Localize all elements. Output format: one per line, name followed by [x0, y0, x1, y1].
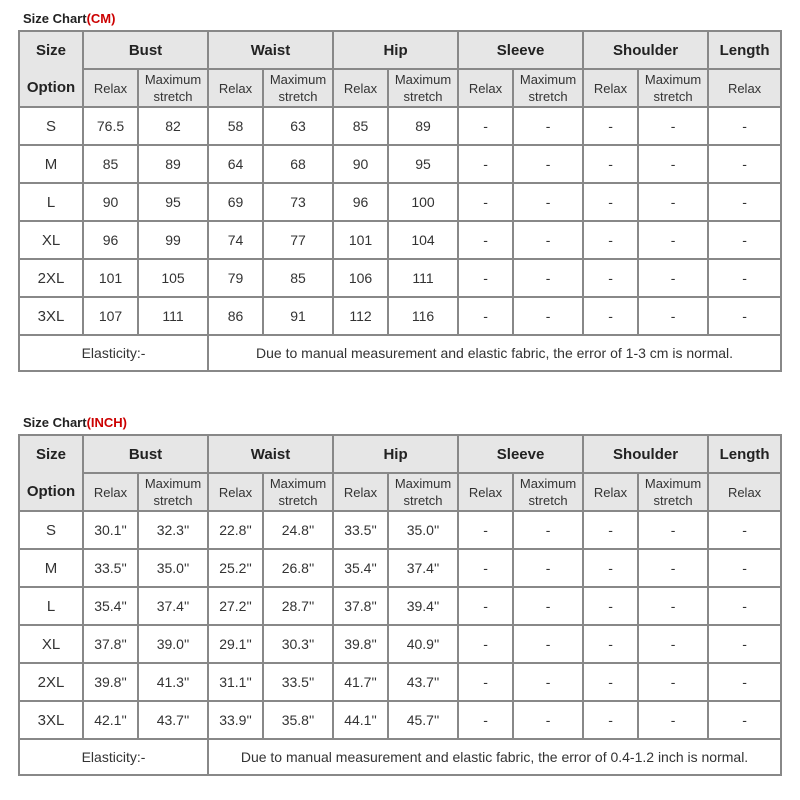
- size-chart-section: [18, 412, 780, 776]
- sleeve-header: Sleeve: [458, 31, 583, 69]
- value-cell: 33.5'': [333, 511, 388, 549]
- value-cell: -: [708, 587, 781, 625]
- max-label: Maximum: [269, 476, 327, 491]
- value-cell: -: [583, 107, 638, 145]
- value-cell: -: [638, 259, 708, 297]
- value-cell: 116: [388, 297, 458, 335]
- value-cell: 40.9'': [388, 625, 458, 663]
- value-cell: 39.8'': [83, 663, 138, 701]
- value-cell: 85: [263, 259, 333, 297]
- size-cell: S: [19, 511, 83, 549]
- max-stretch-subheader: [138, 473, 208, 511]
- value-cell: 112: [333, 297, 388, 335]
- relax-subheader: Relax: [708, 69, 781, 107]
- value-cell: 105: [138, 259, 208, 297]
- relax-subheader: Relax: [583, 69, 638, 107]
- value-cell: 37.4'': [388, 549, 458, 587]
- value-cell: 31.1'': [208, 663, 263, 701]
- value-cell: -: [638, 297, 708, 335]
- value-cell: -: [638, 549, 708, 587]
- value-cell: -: [708, 663, 781, 701]
- sleeve-header: Sleeve: [458, 435, 583, 473]
- stretch-label: stretch: [278, 89, 318, 104]
- value-cell: 58: [208, 107, 263, 145]
- value-cell: -: [583, 297, 638, 335]
- value-cell: -: [638, 625, 708, 663]
- size-cell: M: [19, 549, 83, 587]
- value-cell: 73: [263, 183, 333, 221]
- value-cell: 41.3'': [138, 663, 208, 701]
- value-cell: 22.8'': [208, 511, 263, 549]
- note-row: [19, 335, 781, 371]
- value-cell: 35.0'': [138, 549, 208, 587]
- value-cell: -: [583, 259, 638, 297]
- value-cell: 99: [138, 221, 208, 259]
- value-cell: -: [513, 549, 583, 587]
- stretch-label: stretch: [278, 493, 318, 508]
- max-label: Maximum: [394, 72, 452, 87]
- value-cell: -: [708, 625, 781, 663]
- value-cell: -: [583, 145, 638, 183]
- value-cell: -: [583, 663, 638, 701]
- value-cell: 89: [138, 145, 208, 183]
- value-cell: 86: [208, 297, 263, 335]
- length-header: Length: [708, 31, 781, 69]
- value-cell: 96: [333, 183, 388, 221]
- max-stretch-subheader: [388, 69, 458, 107]
- stretch-label: stretch: [403, 493, 443, 508]
- value-cell: 39.0'': [138, 625, 208, 663]
- relax-subheader: Relax: [583, 473, 638, 511]
- value-cell: -: [458, 107, 513, 145]
- value-cell: 43.7'': [388, 663, 458, 701]
- shoulder-header: Shoulder: [583, 31, 708, 69]
- value-cell: 85: [333, 107, 388, 145]
- subheader-row: [19, 473, 781, 511]
- value-cell: -: [513, 107, 583, 145]
- size-chart-title: [18, 8, 780, 30]
- value-cell: 37.8'': [333, 587, 388, 625]
- value-cell: -: [708, 549, 781, 587]
- value-cell: 74: [208, 221, 263, 259]
- value-cell: 24.8'': [263, 511, 333, 549]
- value-cell: 33.9'': [208, 701, 263, 739]
- length-header: Length: [708, 435, 781, 473]
- value-cell: 37.8'': [83, 625, 138, 663]
- bust-header: Bust: [83, 435, 208, 473]
- value-cell: -: [638, 145, 708, 183]
- max-label: Maximum: [144, 476, 202, 491]
- value-cell: 76.5: [83, 107, 138, 145]
- measurement-note: Due to manual measurement and elastic fabric, the error of 0.4-1.2 inch is normal.: [208, 739, 781, 775]
- value-cell: -: [638, 511, 708, 549]
- header-row: [19, 435, 781, 473]
- relax-subheader: Relax: [83, 69, 138, 107]
- table-row: [19, 701, 781, 739]
- value-cell: 63: [263, 107, 333, 145]
- table-row: [19, 663, 781, 701]
- value-cell: -: [513, 145, 583, 183]
- title-text: Size Chart: [23, 415, 87, 430]
- value-cell: 25.2'': [208, 549, 263, 587]
- value-cell: 45.7'': [388, 701, 458, 739]
- size-header: Size: [19, 435, 83, 473]
- value-cell: 104: [388, 221, 458, 259]
- relax-subheader: Relax: [333, 69, 388, 107]
- unit-label: (CM): [86, 11, 116, 26]
- value-cell: -: [513, 221, 583, 259]
- value-cell: 33.5'': [83, 549, 138, 587]
- value-cell: 35.4'': [83, 587, 138, 625]
- size-cell: S: [19, 107, 83, 145]
- table-row: [19, 587, 781, 625]
- max-stretch-subheader: [513, 69, 583, 107]
- value-cell: 35.8'': [263, 701, 333, 739]
- value-cell: -: [708, 701, 781, 739]
- value-cell: 107: [83, 297, 138, 335]
- value-cell: -: [458, 145, 513, 183]
- stretch-label: stretch: [653, 89, 693, 104]
- value-cell: -: [583, 183, 638, 221]
- value-cell: 79: [208, 259, 263, 297]
- option-header: Option: [19, 69, 83, 107]
- value-cell: 35.0'': [388, 511, 458, 549]
- waist-header: Waist: [208, 435, 333, 473]
- value-cell: -: [708, 183, 781, 221]
- value-cell: -: [708, 145, 781, 183]
- value-cell: -: [513, 701, 583, 739]
- value-cell: 95: [138, 183, 208, 221]
- value-cell: 101: [333, 221, 388, 259]
- value-cell: 44.1'': [333, 701, 388, 739]
- table-row: [19, 625, 781, 663]
- value-cell: 35.4'': [333, 549, 388, 587]
- measurement-note: Due to manual measurement and elastic fabric, the error of 1-3 cm is normal.: [208, 335, 781, 371]
- max-stretch-subheader: [138, 69, 208, 107]
- stretch-label: stretch: [153, 493, 193, 508]
- max-stretch-subheader: [263, 69, 333, 107]
- max-label: Maximum: [644, 476, 702, 491]
- value-cell: -: [583, 221, 638, 259]
- table-row: [19, 297, 781, 335]
- note-row: [19, 739, 781, 775]
- value-cell: 39.8'': [333, 625, 388, 663]
- value-cell: -: [708, 107, 781, 145]
- table-row: [19, 107, 781, 145]
- max-label: Maximum: [519, 72, 577, 87]
- value-cell: -: [513, 297, 583, 335]
- size-cell: L: [19, 587, 83, 625]
- value-cell: -: [583, 701, 638, 739]
- value-cell: -: [458, 221, 513, 259]
- table-row: [19, 511, 781, 549]
- bust-header: Bust: [83, 31, 208, 69]
- size-cell: 2XL: [19, 663, 83, 701]
- value-cell: -: [638, 663, 708, 701]
- option-header: Option: [19, 473, 83, 511]
- value-cell: -: [458, 701, 513, 739]
- max-label: Maximum: [269, 72, 327, 87]
- table-row: [19, 221, 781, 259]
- stretch-label: stretch: [153, 89, 193, 104]
- table-row: [19, 259, 781, 297]
- value-cell: -: [638, 701, 708, 739]
- value-cell: -: [583, 549, 638, 587]
- value-cell: -: [513, 663, 583, 701]
- relax-subheader: Relax: [83, 473, 138, 511]
- max-label: Maximum: [519, 476, 577, 491]
- relax-subheader: Relax: [208, 69, 263, 107]
- relax-subheader: Relax: [458, 69, 513, 107]
- value-cell: 68: [263, 145, 333, 183]
- value-cell: -: [513, 625, 583, 663]
- value-cell: 28.7'': [263, 587, 333, 625]
- value-cell: 90: [83, 183, 138, 221]
- value-cell: -: [583, 625, 638, 663]
- max-stretch-subheader: [638, 473, 708, 511]
- value-cell: 30.3'': [263, 625, 333, 663]
- value-cell: 33.5'': [263, 663, 333, 701]
- value-cell: -: [583, 587, 638, 625]
- stretch-label: stretch: [528, 89, 568, 104]
- relax-subheader: Relax: [708, 473, 781, 511]
- stretch-label: stretch: [528, 493, 568, 508]
- value-cell: -: [458, 587, 513, 625]
- size-cell: XL: [19, 625, 83, 663]
- hip-header: Hip: [333, 31, 458, 69]
- value-cell: -: [638, 183, 708, 221]
- value-cell: 41.7'': [333, 663, 388, 701]
- max-stretch-subheader: [388, 473, 458, 511]
- shoulder-header: Shoulder: [583, 435, 708, 473]
- max-stretch-subheader: [513, 473, 583, 511]
- title-text: Size Chart: [23, 11, 87, 26]
- relax-subheader: Relax: [458, 473, 513, 511]
- value-cell: 89: [388, 107, 458, 145]
- value-cell: 43.7'': [138, 701, 208, 739]
- value-cell: -: [458, 625, 513, 663]
- value-cell: 82: [138, 107, 208, 145]
- value-cell: -: [638, 221, 708, 259]
- hip-header: Hip: [333, 435, 458, 473]
- value-cell: -: [513, 511, 583, 549]
- value-cell: 39.4'': [388, 587, 458, 625]
- value-cell: 30.1'': [83, 511, 138, 549]
- table-row: [19, 549, 781, 587]
- value-cell: 90: [333, 145, 388, 183]
- value-cell: 111: [138, 297, 208, 335]
- max-label: Maximum: [144, 72, 202, 87]
- value-cell: -: [458, 663, 513, 701]
- size-cell: XL: [19, 221, 83, 259]
- value-cell: 32.3'': [138, 511, 208, 549]
- value-cell: -: [638, 587, 708, 625]
- value-cell: 69: [208, 183, 263, 221]
- value-cell: 111: [388, 259, 458, 297]
- value-cell: -: [708, 259, 781, 297]
- value-cell: 91: [263, 297, 333, 335]
- value-cell: -: [583, 511, 638, 549]
- table-row: [19, 145, 781, 183]
- relax-subheader: Relax: [333, 473, 388, 511]
- max-stretch-subheader: [638, 69, 708, 107]
- value-cell: 85: [83, 145, 138, 183]
- value-cell: 26.8'': [263, 549, 333, 587]
- value-cell: -: [513, 259, 583, 297]
- header-row: [19, 31, 781, 69]
- value-cell: -: [513, 183, 583, 221]
- size-cell: 3XL: [19, 701, 83, 739]
- subheader-row: [19, 69, 781, 107]
- value-cell: 106: [333, 259, 388, 297]
- relax-subheader: Relax: [208, 473, 263, 511]
- size-chart-table: [18, 30, 782, 372]
- value-cell: -: [458, 297, 513, 335]
- value-cell: 95: [388, 145, 458, 183]
- stretch-label: stretch: [403, 89, 443, 104]
- value-cell: 42.1'': [83, 701, 138, 739]
- value-cell: 96: [83, 221, 138, 259]
- value-cell: -: [458, 511, 513, 549]
- value-cell: 29.1'': [208, 625, 263, 663]
- size-header: Size: [19, 31, 83, 69]
- value-cell: -: [513, 587, 583, 625]
- size-cell: 2XL: [19, 259, 83, 297]
- table-row: [19, 183, 781, 221]
- max-label: Maximum: [644, 72, 702, 87]
- value-cell: -: [458, 549, 513, 587]
- max-label: Maximum: [394, 476, 452, 491]
- elasticity-label: Elasticity:-: [19, 335, 208, 371]
- value-cell: 100: [388, 183, 458, 221]
- value-cell: -: [458, 183, 513, 221]
- value-cell: 37.4'': [138, 587, 208, 625]
- value-cell: 64: [208, 145, 263, 183]
- value-cell: 77: [263, 221, 333, 259]
- size-chart-table: [18, 434, 782, 776]
- elasticity-label: Elasticity:-: [19, 739, 208, 775]
- size-cell: L: [19, 183, 83, 221]
- value-cell: 27.2'': [208, 587, 263, 625]
- size-cell: 3XL: [19, 297, 83, 335]
- value-cell: -: [708, 297, 781, 335]
- value-cell: -: [708, 511, 781, 549]
- size-chart-title: [18, 412, 780, 434]
- unit-label: (INCH): [86, 415, 128, 430]
- value-cell: 101: [83, 259, 138, 297]
- waist-header: Waist: [208, 31, 333, 69]
- max-stretch-subheader: [263, 473, 333, 511]
- value-cell: -: [458, 259, 513, 297]
- stretch-label: stretch: [653, 493, 693, 508]
- value-cell: -: [708, 221, 781, 259]
- size-cell: M: [19, 145, 83, 183]
- size-chart-section: [18, 8, 780, 372]
- value-cell: -: [638, 107, 708, 145]
